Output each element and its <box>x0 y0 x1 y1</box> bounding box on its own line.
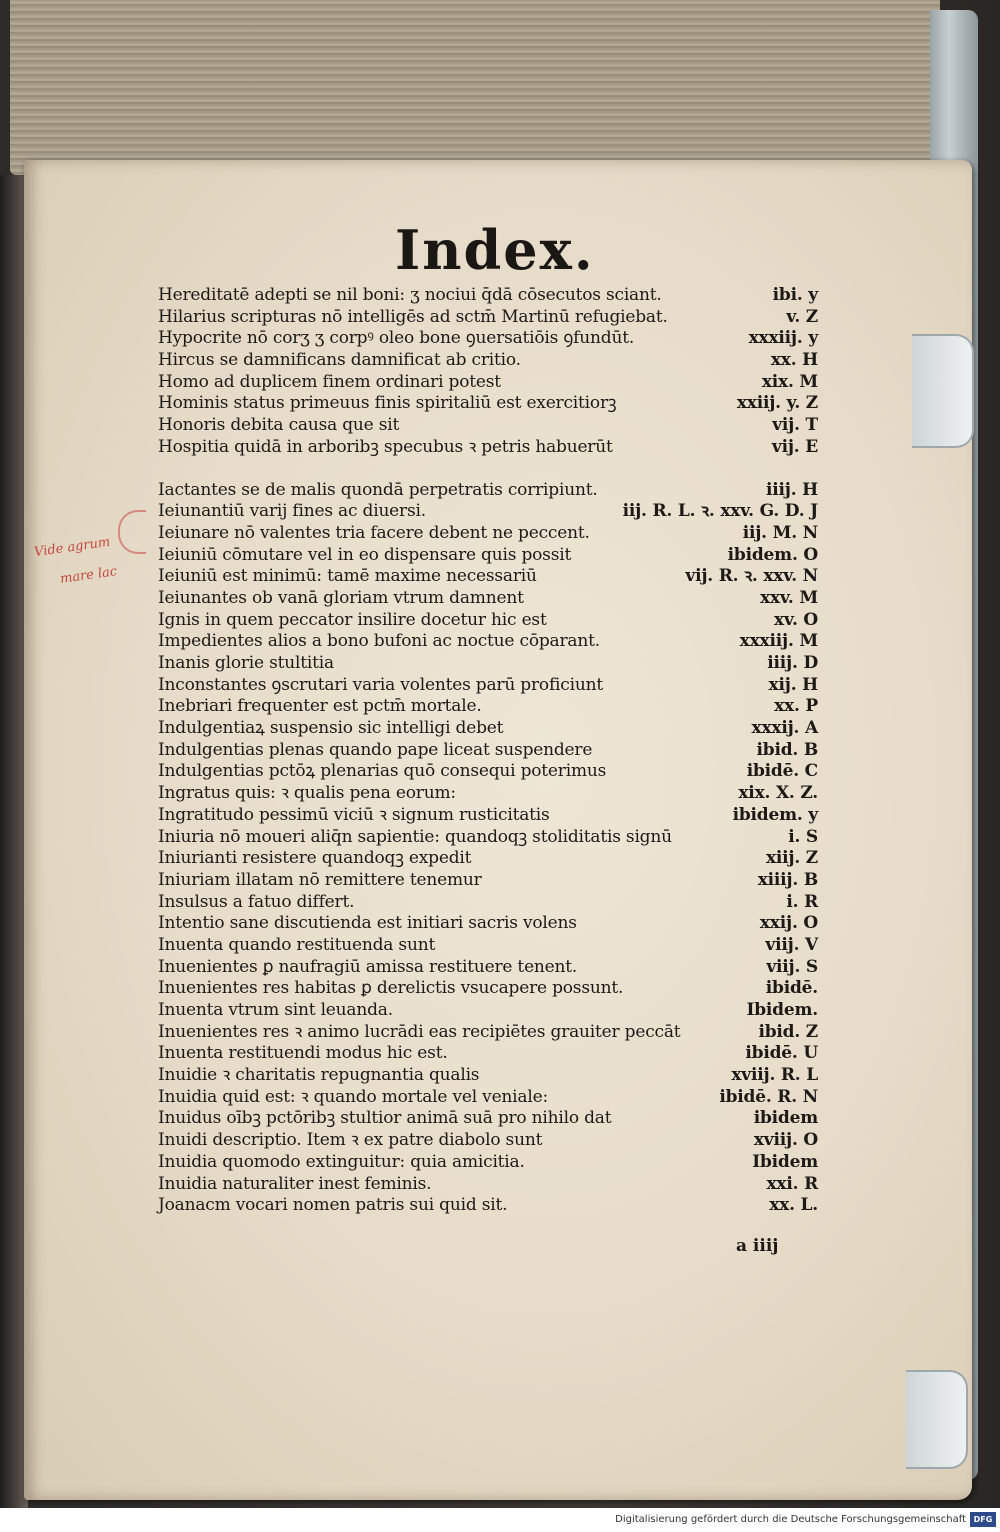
index-entry-text: Ieiunantes ob vanā gloriam vtrum damnent <box>158 587 524 608</box>
index-entry <box>158 653 818 675</box>
index-entry-text: Indulgentiaꝝ suspensio sic intelligi debet <box>158 718 504 739</box>
index-entry-reference: Ibidem. <box>746 1000 818 1020</box>
index-entry-text: Inuenientes res ꝛ animo lucrādi eas recipiētes grauiter peccāt <box>158 1021 681 1042</box>
index-entry-reference: xiij. Z <box>765 848 818 869</box>
index-entry-reference: ibidē. U <box>745 1043 818 1064</box>
index-entry-reference: xxxiij. y <box>748 328 818 349</box>
index-block-i <box>158 480 818 1217</box>
index-entry-reference: xix. M <box>761 371 818 392</box>
index-entry <box>158 1000 818 1022</box>
index-entry <box>158 1022 818 1044</box>
index-entry-text: Joanacm vocari nomen patris sui quid sit. <box>158 1195 508 1216</box>
index-entry-text: Inuidia naturaliter inest feminis. <box>158 1173 432 1194</box>
index-entry-reference: xij. H <box>768 674 818 695</box>
footer-bar <box>0 1508 1000 1532</box>
index-entry <box>158 870 818 892</box>
block-gap <box>158 459 818 480</box>
index-entry-text: Iniurianti resistere quandoqꝫ expedit <box>158 848 472 869</box>
margin-bracket-mark <box>118 510 146 554</box>
index-entry-reference: ibidem. y <box>732 804 818 825</box>
index-entry-reference: xxv. M <box>760 587 818 608</box>
index-entry-reference: xx. H <box>770 350 818 371</box>
margin-note: mare lac <box>59 564 119 587</box>
index-entry-text: Hereditatē adepti se nil boni: ʒ nociui q̄dā cōsecutos sciant. <box>158 285 662 305</box>
index-entry <box>158 393 818 415</box>
index-entry-reference: ibid. Z <box>758 1021 818 1042</box>
index-entry <box>158 1130 818 1152</box>
index-entry-text: Inconstantes ꝯscrutari varia volentes parū proficiunt <box>158 674 603 695</box>
index-entry-text: Inuenta quando restituenda sunt <box>158 934 436 955</box>
index-entry-reference: xxiij. y. Z <box>736 393 818 414</box>
index-entry-reference: vij. R. ꝛ. xxv. N <box>685 566 818 587</box>
index-entry <box>158 437 818 459</box>
index-entry <box>158 696 818 718</box>
index-entry <box>158 848 818 870</box>
index-entry-reference: xiiij. B <box>757 869 818 890</box>
index-entry <box>158 935 818 957</box>
index-entry <box>158 610 818 632</box>
index-entry <box>158 978 818 1000</box>
index-entry <box>158 1174 818 1196</box>
index-entry <box>158 675 818 697</box>
index-entry-reference: xviij. O <box>753 1130 818 1151</box>
index-entry-text: Iniuria nō moueri aliq̄n sapientie: quandoqꝫ stoliditatis signū <box>158 826 672 847</box>
index-entry <box>158 480 818 502</box>
index-entry-text: Homo ad duplicem finem ordinari potest <box>158 371 501 392</box>
index-entry <box>158 1087 818 1109</box>
index-entry-text: Inuidi descriptio. Item ꝛ ex patre diabolo sunt <box>158 1130 543 1151</box>
index-entry-reference: ibid. B <box>756 739 818 760</box>
index-entry-reference: iij. M. N <box>742 522 818 543</box>
index-entry-text: Inuenientes res habitas ꝑ derelictis vsucapere possunt. <box>158 978 624 999</box>
index-entry <box>158 566 818 588</box>
index-entry-reference: ibidē. R. N <box>719 1086 818 1107</box>
index-entry <box>158 415 818 437</box>
index-entry-reference: xxxij. A <box>751 718 818 739</box>
index-entry-text: Inebriari frequenter est pctm̄ mortale. <box>158 696 482 717</box>
index-entry-reference: vij. T <box>772 415 818 436</box>
index-entry-reference: v. Z <box>786 306 818 327</box>
index-entry-reference: xviij. R. L <box>731 1065 818 1086</box>
index-entry-text: Ieiuniū cōmutare vel in eo dispensare quis possit <box>158 544 572 565</box>
index-entry-text: Inuidia quid est: ꝛ quando mortale vel veniale: <box>158 1086 548 1107</box>
index-entry <box>158 718 818 740</box>
index-entry <box>158 1065 818 1087</box>
index-entry-reference: xx. L. <box>769 1195 818 1216</box>
index-entry-text: Ignis in quem peccator insilire docetur hic est <box>158 609 547 630</box>
index-entry-reference: viij. S <box>766 956 818 977</box>
index-entry <box>158 913 818 935</box>
index-entry-reference: xxij. O <box>759 913 818 934</box>
index-entry <box>158 350 818 372</box>
dfg-logo: DFG <box>970 1512 996 1527</box>
index-entry-reference: i. S <box>788 826 818 847</box>
index-entry-text: Ieiunare nō valentes tria facere debent ne peccent. <box>158 522 590 543</box>
index-entry-text: Inuenta vtrum sint leuanda. <box>158 1000 393 1020</box>
index-entry <box>158 328 818 350</box>
index-entry-text: Inuenientes ꝑ naufragiū amissa restituere tenent. <box>158 956 578 977</box>
index-entry-text: Hospitia quidā in arboribꝫ specubus ꝛ petris habuerūt <box>158 436 613 457</box>
index-entry-reference: xxxiij. M <box>739 631 818 652</box>
index-entry-reference: iiij. D <box>767 653 818 673</box>
index-entry-text: Impedientes alios a bono bufoni ac noctue cōparant. <box>158 631 600 652</box>
index-entry-reference: iij. R. L. ꝛ. xxv. G. D. J <box>622 501 818 522</box>
index-entry <box>158 957 818 979</box>
index-entry-text: Inuidia quomodo extinguitur: quia amicitia. <box>158 1151 525 1172</box>
index-block-h <box>158 285 818 459</box>
index-entry <box>158 285 818 307</box>
index-entry-text: Inanis glorie stultitia <box>158 653 334 673</box>
footer-credit: Digitalisierung gefördert durch die Deutsche Forschungsgemeinschaft <box>615 1514 966 1525</box>
index-entry <box>158 1108 818 1130</box>
index-entry-reference: xix. X. Z. <box>738 783 818 804</box>
index-entry-reference: xv. O <box>774 609 818 630</box>
index-entry <box>158 740 818 762</box>
index-entry-text: Honoris debita causa que sit <box>158 415 400 436</box>
index-entry-text: Hircus se damnificans damnificat ab critio. <box>158 350 521 371</box>
index-entry-reference: ibidē. <box>765 978 818 999</box>
index-entry-reference: Ibidem <box>752 1151 818 1172</box>
index-entry-reference: ibidem <box>753 1108 818 1129</box>
margin-note: Vide agrum <box>33 534 112 561</box>
index-entry-text: Intentio sane discutienda est initiari sacris volens <box>158 913 577 934</box>
index-entry-text: Iniuriam illatam nō remittere tenemur <box>158 869 482 890</box>
index-entry-text: Hilarius scripturas nō intelligēs ad sctm̄ Martinū refugiebat. <box>158 306 668 327</box>
page-title: Index. <box>395 218 595 282</box>
index-entry-text: Hypocrite nō corʒ ʒ corpꝰ oleo bone ꝯuersatiōis ꝯfundūt. <box>158 328 635 349</box>
index-entry <box>158 1195 818 1217</box>
index-entry-text: Indulgentias pctōꝝ plenarias quō consequi poterimus <box>158 761 607 782</box>
index-entry <box>158 892 818 914</box>
index-entry-text: Inuenta restituendi modus hic est. <box>158 1043 448 1064</box>
index-entry-reference: iiij. H <box>765 479 818 500</box>
book-fore-edge <box>10 0 940 175</box>
index-entry <box>158 1152 818 1174</box>
index-entry-text: Hominis status primeuus finis spiritaliū est exercitiorꝫ <box>158 393 617 414</box>
page-clip-bottom <box>906 1370 968 1469</box>
signature-mark: a iiij <box>736 1236 779 1256</box>
index-entry-reference: ibidem. O <box>727 544 818 565</box>
index-entry-reference: xx. P <box>774 696 818 717</box>
index-entry-text: Ieiunantiū varij fines ac diuersi. <box>158 501 426 522</box>
index-entry <box>158 588 818 610</box>
index-entry <box>158 523 818 545</box>
index-entries <box>158 285 818 1217</box>
index-entry-text: Ingratitudo pessimū viciū ꝛ signum rusticitatis <box>158 804 550 825</box>
index-entry <box>158 1043 818 1065</box>
index-entry-reference: vij. E <box>771 436 818 457</box>
index-entry <box>158 501 818 523</box>
index-entry <box>158 545 818 567</box>
index-entry <box>158 372 818 394</box>
index-entry-reference: i. R <box>786 891 818 912</box>
index-entry-reference: viij. V <box>765 934 818 955</box>
index-entry <box>158 307 818 329</box>
index-entry-text: Ingratus quis: ꝛ qualis pena eorum: <box>158 783 456 804</box>
page-clip-top <box>912 334 974 448</box>
index-entry-reference: ibidē. C <box>746 761 818 782</box>
index-entry-text: Ieiuniū est minimū: tamē maxime necessariū <box>158 566 537 587</box>
index-entry <box>158 783 818 805</box>
index-entry <box>158 631 818 653</box>
index-entry <box>158 805 818 827</box>
index-entry-text: Iactantes se de malis quondā perpetratis corripiunt. <box>158 479 598 500</box>
index-entry-text: Indulgentias plenas quando pape liceat suspendere <box>158 739 593 760</box>
index-entry-text: Insulsus a fatuo differt. <box>158 891 355 912</box>
index-entry-reference: ibi. y <box>772 285 818 305</box>
index-entry-reference: xxi. R <box>766 1173 818 1194</box>
index-entry <box>158 761 818 783</box>
index-entry-text: Inuidus oībꝫ pctōribꝫ stultior animā suā pro nihilo dat <box>158 1108 612 1129</box>
index-entry <box>158 827 818 849</box>
index-entry-text: Inuidie ꝛ charitatis repugnantia qualis <box>158 1065 480 1086</box>
